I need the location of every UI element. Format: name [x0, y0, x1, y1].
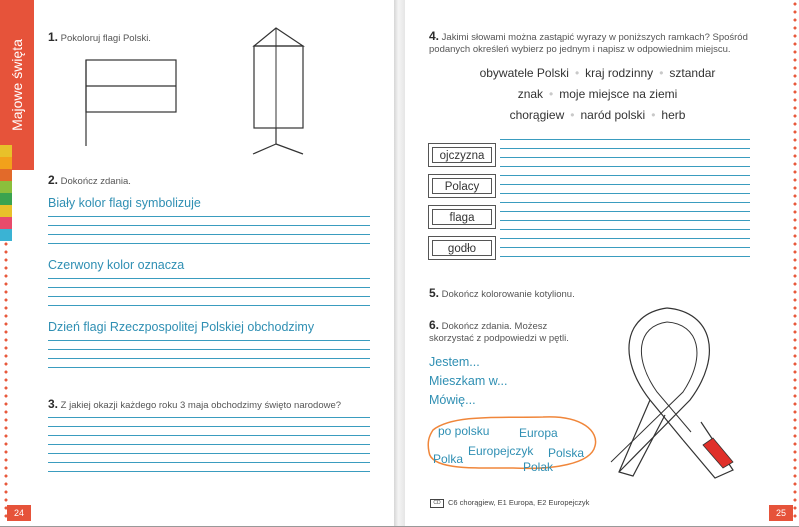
decorative-dots	[793, 0, 797, 520]
word-box-flaga: flaga	[428, 205, 496, 229]
sentence-1: Biały kolor flagi symbolizuje	[48, 196, 201, 210]
color-strip-swatch	[0, 145, 12, 157]
word-row-2: znak • moje miejsce na ziemi	[517, 87, 678, 101]
word-box-polacy: Polacy	[428, 174, 496, 198]
task-1-instruction: 1. Pokoloruj flagi Polski.	[48, 30, 151, 44]
starter-2: Mieszkam w...	[429, 374, 508, 388]
color-strip-swatch	[0, 169, 12, 181]
answer-lines-4[interactable]	[48, 409, 370, 472]
color-strip-swatch	[0, 229, 12, 241]
word-box-ojczyzna: ojczyzna	[428, 143, 496, 167]
task-5-instruction: 5. Dokończ kolorowanie kotylionu.	[429, 286, 575, 300]
hint-word: Europejczyk	[468, 444, 534, 458]
flag-outline-drawing	[80, 50, 200, 150]
answer-lines-words[interactable]	[500, 131, 750, 257]
color-strip-swatch	[0, 193, 12, 205]
word-box-godlo: godło	[428, 236, 496, 260]
cd-icon: CD	[430, 499, 444, 508]
book-gutter	[394, 0, 405, 527]
hint-word: Polak	[523, 460, 554, 474]
task-4-instruction: 4. Jakimi słowami można zastąpić wyrazy w poniższych ramkach? Spośród podanych określeń wybierz po jednym i napisz w odpowiednim miejscu.	[429, 29, 748, 55]
color-strip-swatch	[0, 181, 12, 193]
word-row-3: chorągiew • naród polski • herb	[509, 108, 686, 122]
task-2-instruction: 2. Dokończ zdania.	[48, 173, 131, 187]
hint-word: Europa	[519, 426, 558, 440]
answer-lines-1[interactable]	[48, 208, 370, 244]
sentence-3: Dzień flagi Rzeczpospolitej Polskiej obchodzimy	[48, 320, 315, 334]
word-bank	[420, 63, 775, 126]
hint-word: Polka	[433, 452, 464, 466]
color-strip	[0, 145, 12, 241]
answer-lines-2[interactable]	[48, 270, 370, 306]
page-number-left: 24	[7, 505, 31, 521]
color-strip-swatch	[0, 217, 12, 229]
flag-pole-stand-drawing	[248, 26, 318, 156]
footnote: CD C6 chorągiew, E1 Europa, E2 Europejczyk	[430, 498, 589, 508]
answer-lines-3[interactable]	[48, 332, 370, 368]
starter-3: Mówię...	[429, 393, 476, 407]
task-3-instruction: 3. Z jakiej okazji każdego roku 3 maja obchodzimy święto narodowe?	[48, 397, 342, 411]
hint-word: po polsku	[438, 424, 490, 438]
page-number-right: 25	[769, 505, 793, 521]
ribbon-cockade-drawing	[605, 300, 745, 490]
sentence-2: Czerwony kolor oznacza	[48, 258, 185, 272]
task-6-instruction: 6. Dokończ zdania. Możesz skorzystać z podpowiedzi w pętli.	[429, 318, 569, 344]
left-page	[0, 0, 394, 527]
hint-word: Polska	[548, 446, 585, 460]
color-strip-swatch	[0, 157, 12, 169]
right-page	[405, 0, 799, 527]
word-row-1: obywatele Polski • kraj rodzinny • sztandar	[479, 66, 716, 80]
starter-1: Jestem...	[429, 355, 480, 369]
section-tab-label: Majowe święta	[9, 39, 26, 131]
color-strip-swatch	[0, 205, 12, 217]
